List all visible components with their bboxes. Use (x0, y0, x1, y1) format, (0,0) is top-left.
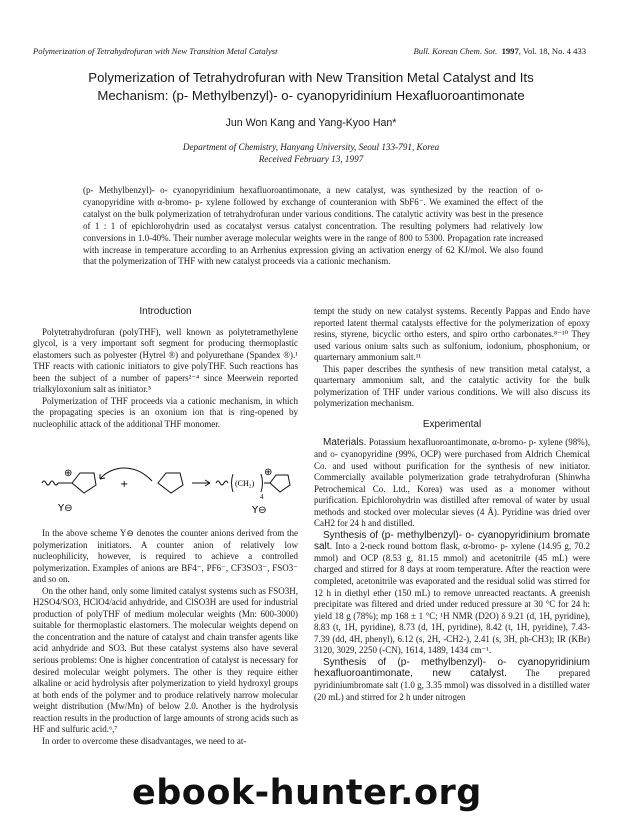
authors: Jun Won Kang and Yang-Kyoo Han* (225, 117, 397, 129)
scheme-charge-1: ⊕ (64, 468, 73, 479)
product-ring (270, 475, 290, 492)
scheme-ch2-label: (CH₂) (235, 479, 255, 488)
abstract: (p- Methylbenzyl)- o- cyanopyridinium hexafluoroantimonate, a new catalyst, was synthesized by the reaction of o- cyanopyridine with α-bromo- p- xylene followed by exchange of counteranion with SbF6⁻. We examined the effect of the catalyst on the bulk polymerization of tetrahydrofuran under various conditions. The catalytic activity was best in the presence of 1 : 1 of epichlorohydrin used as cocatalyst versus catalyst concentration. The resulting polymers had relatively low conversions in 1.0-40%. Their number average molecular weights were in the range of 800 to 5300. Propagation rate increased with increase in temperature according to an Arrhenius expression giving an activation energy of 62 KJ/mol. We also found that the polymerization of THF with new catalyst proceeds via a cationic mechanism. (83, 185, 543, 267)
chain-wavy-line (42, 481, 58, 485)
materials-text: Potassium hexafluoroantimonate, α-bromo- p- xylene (98%), and o- cyanopyridine (99%, OCP) were purchased from Aldrich Chemical Co. and used without purification for the synthesis of new initiator. Commercially available polymerization grade tetrahydrofuran (Shinwha Petrochemical Co. Ltd., Korea) was used as a monomer without purification. Epichlorohydrin was distilled after removal of water by usual methods and stocked over molecular sieves (4 Å). Pyridine was dried over CaH2 for 24 h and distilled. (314, 437, 590, 529)
reaction-scheme (40, 461, 295, 527)
left-column-bottom (33, 528, 298, 747)
intro-paragraph-3: In the above scheme Y⊖ denotes the counter anions derived from the polymerization initiators. A counter anion of relatively low nucleophilicity, however, is required to achieve a controlled polymerization. Examples of anions are BF4⁻, PF6⁻, CF3SO3⁻, FSO3⁻ and so on. (33, 528, 298, 585)
right-column (314, 306, 590, 703)
bracket-left (232, 474, 234, 492)
scheme-counterion-right: Y⊖ (252, 505, 267, 516)
running-header-left: Polymerization of Tetrahydrofuran with New Transition Metal Catalyst (33, 46, 278, 56)
intro-paragraph-1: Polytetrahydrofuran (polyTHF), well known as polytetramethylene glycol, is a very important soft segment for producing thermoplastic elastomers such as polyester (Hytrel ®) and polyurethane (Spandex ®).¹ THF reacts with cationic initiators to give polyTHF. Such reactions has been the subject of a number of papers²⁻⁴ since Meerwein reported trialkyloxonium salt as initiator.⁵ (33, 326, 298, 395)
synthesis-bromate-text: Into a 2-neck round bottom flask, α-bromo- p- xylene (14.95 g, 70.2 mmol) and OCP (8.53 g, 81.15 mmol) and acetonitrile (45 mL) were charged and stirred for 8 days at room temperature. After the reaction were completed, acetonitrile was evaporated and the residual solid was stirred for 12 h in diethyl ether (150 mL) to remove unreacted reactants. A greenish precipitate was filtered and dried under reduced pressure at 30 °C for 24 h: yield 18 g (78%); mp 168 ± 1 °C; ¹H NMR (D2O) δ 9.21 (d, 1H, pyridine), 8.83 (t, 1H, pyridine), 8.73 (d, 1H, pyridine), 8.42 (t, 1H, pyridine), 7.43-7.39 (dd, 4H, phenyl), 6.12 (s, 2H, -CH2-), 2.41 (s, 3H, ph-CH3); IR (KBr) 3120, 3029, 2250 (-CN), 1614, 1489, 1434 cm⁻¹. (314, 541, 590, 656)
experimental-heading: Experimental (422, 418, 482, 430)
materials-label: Materials. (323, 437, 367, 449)
right-paragraph-1: tempt the study on new catalyst systems. Recently Pappas and Endo have reported latent thermal catalysts effective for the polymerization of epoxy resins, styrene, bicyclic ortho esters, and spiro ortho carbonates.⁸⁻¹⁰ They used various onium salts such as sulfonium, iodonium, phosphonium, or quarternary ammonium salt.¹¹ (314, 306, 590, 363)
bracket-right (261, 474, 263, 492)
affiliation-block (30, 141, 592, 165)
left-column-top (33, 306, 298, 430)
polymer-wavy-line (216, 481, 228, 485)
watermark: ebook-hunter.org (132, 773, 482, 813)
synthesis-hexafluoro-text: The prepared pyridiniumbromate salt (1.0 g, 3.35 mmol) was dissolved in a distilled water (20 mL) and stirred for 2 h under nitrogen (314, 668, 590, 702)
synthesis-hexafluoro-paragraph (314, 657, 590, 703)
introduction-heading: Introduction (139, 306, 192, 317)
title-line-1: Polymerization of Tetrahydrofuran with New Transition Metal Catalyst and Its (88, 70, 534, 85)
scheme-plus: + (120, 479, 129, 490)
journal-name: Bull. Korean Chem. Sot. (413, 46, 498, 56)
scheme-charge-2: ⊕ (264, 467, 273, 478)
synthesis-bromate-paragraph (314, 530, 590, 657)
materials-paragraph (314, 437, 590, 529)
affiliation: Department of Chemistry, Hanyang University, Seoul 133-791, Korea (182, 142, 440, 152)
scheme-counterion-left: Y⊖ (58, 503, 73, 514)
journal-volume: , Vol. 18, No. 4 433 (518, 46, 586, 56)
intro-paragraph-4: On the other hand, only some limited catalyst systems such as FSO3H, H2SO4/SO3, HClO4/acid anhydride, and ClSO3H are used for industrial production of polyTHF of medium molecular weights (Mn: 600-3000) suitable for thermoplastic elastomers. The molecular weights depend on the concentration and the nature of catalyst and chain transfer agents like acid anhydride and SO3. But these catalyst systems also have several serious problems: One is higher concentration of catalyst is necessary for desired molecular weight polymers. The other is they require either alkaline or acid hydrolysis after polymerization to yield hydroxyl groups at both ends of the polymer and to produce relatively narrow molecular weight distribution (Mw/Mn) of below 2.0. Another is the hydrolysis reaction results in the production of large amounts of strong acids such as HF and sulfuric acid.⁶,⁷ (33, 585, 298, 735)
journal-year: 1997 (501, 46, 519, 56)
intro-paragraph-5: In order to overcome these disadvantages, we need to at- (42, 735, 247, 746)
thf-monomer-ring (158, 473, 183, 493)
intro-paragraph-2: Polymerization of THF proceeds via a cationic mechanism, in which the propagating species is an oxonium ion that is ring-opened by nucleophilic attack of the additional THF monomer. (33, 395, 298, 429)
right-paragraph-2: This paper describes the synthesis of new transition metal catalyst, a quarternary ammonium salt, and the catalytic activity for the bulk polymerization of THF under various conditions. We will also discuss its polymerization mechanism. (314, 363, 590, 409)
running-header-right (414, 46, 586, 56)
received-date: Received February 13, 1997 (258, 154, 364, 164)
synthesis-hexafluoro-label: Synthesis of (p- methylbenzyl)- o- cyanopyridinium hexafluoroantimonate, new catalyst. (314, 656, 590, 680)
synthesis-bromate-label: Synthesis of (p- methylbenzyl)- o- cyanopyridinium bromate salt. (314, 529, 590, 553)
article-title (30, 69, 592, 105)
thf-oxonium-ring (72, 473, 96, 493)
scheme-subscript-n: 4 (260, 493, 264, 501)
title-line-2: Mechanism: (p- Methylbenzyl)- o- cyanopyridinium Hexafluoroantimonate (97, 88, 525, 103)
